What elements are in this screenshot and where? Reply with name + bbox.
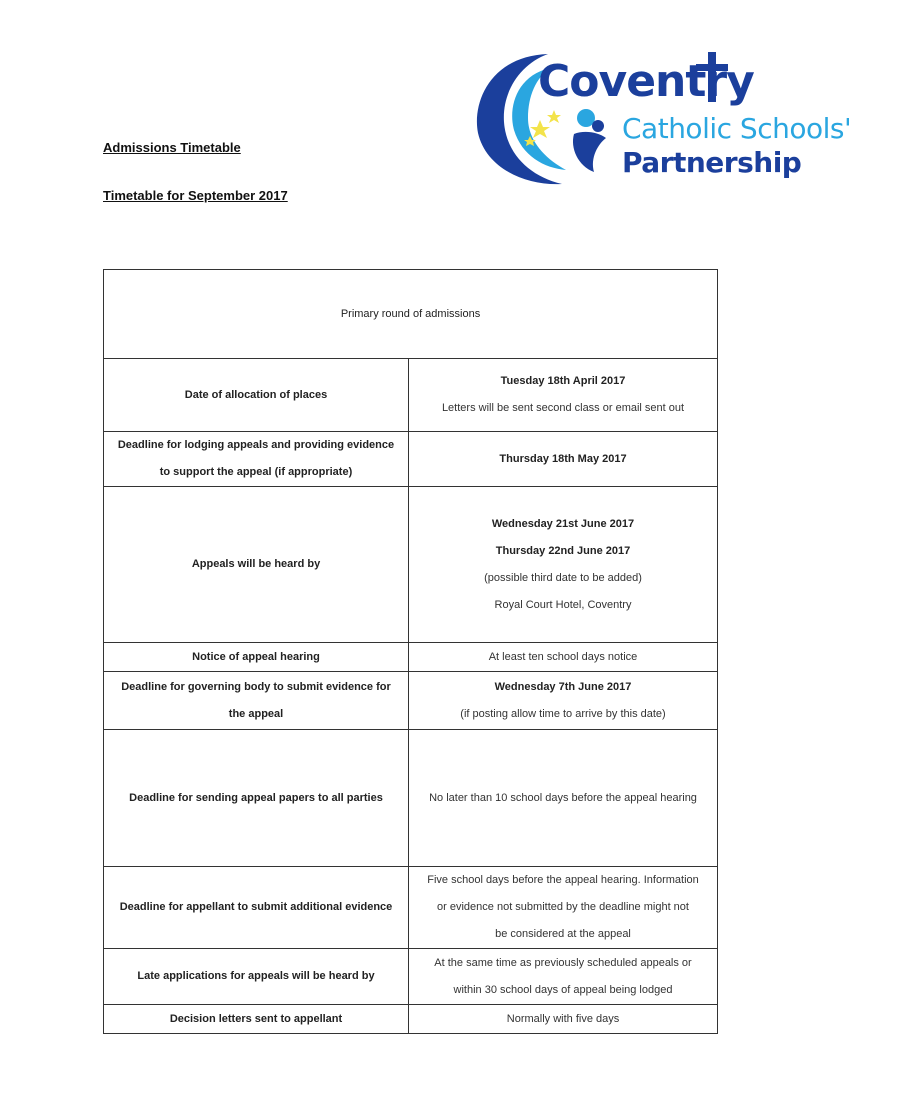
row-label-line: Appeals will be heard by	[191, 558, 321, 570]
partnership-logo	[470, 48, 880, 188]
row-value-line: Normally with five days	[506, 1012, 620, 1025]
row-label-line: Decision letters sent to appellant	[169, 1012, 343, 1025]
row-label	[104, 1005, 409, 1034]
row-value-line: At the same time as previously scheduled appeals or	[434, 956, 692, 969]
row-value-line: Royal Court Hotel, Coventry	[494, 598, 632, 611]
admissions-timetable	[103, 269, 718, 1034]
row-value	[409, 1005, 718, 1034]
row-value-line: be considered at the appeal	[495, 928, 631, 940]
row-label	[104, 949, 409, 1005]
row-value	[409, 643, 718, 672]
row-value-line: At least ten school days notice	[488, 650, 638, 663]
row-value	[409, 730, 718, 867]
row-value-line: No later than 10 school days before the appeal hearing	[429, 791, 697, 804]
table-row	[104, 359, 718, 432]
row-value-line: Thursday 18th May 2017	[499, 452, 627, 465]
row-value-line: Thursday 22nd June 2017	[495, 544, 631, 557]
table-title: Primary round of admissions	[104, 270, 718, 359]
row-value-line: (possible third date to be added)	[484, 571, 642, 584]
table-row	[104, 730, 718, 867]
row-label-line: Deadline for sending appeal papers to all parties	[129, 791, 383, 804]
row-value	[409, 359, 718, 432]
row-value-line: (if posting allow time to arrive by this date)	[460, 707, 666, 720]
row-label-line: to support the appeal (if appropriate)	[159, 466, 353, 478]
row-value-line: or evidence not submitted by the deadline might not	[437, 901, 689, 913]
row-label-line: Deadline for lodging appeals and providing evidence	[117, 439, 395, 451]
row-label-line: Deadline for governing body to submit evidence for	[121, 680, 391, 693]
logo-text-partnership: Partnership	[622, 146, 802, 179]
logo-text-catholic-schools: Catholic Schools'	[622, 112, 852, 145]
table-row	[104, 1005, 718, 1034]
row-value-line: Wednesday 21st June 2017	[491, 517, 635, 530]
row-label	[104, 432, 409, 487]
table-row	[104, 672, 718, 730]
row-label	[104, 487, 409, 643]
row-value-line: Letters will be sent second class or email sent out	[441, 402, 685, 414]
row-value	[409, 867, 718, 949]
row-label-line: Notice of appeal hearing	[192, 650, 320, 663]
document-subtitle: Timetable for September 2017	[103, 188, 288, 203]
row-value	[409, 432, 718, 487]
table-title-row	[104, 270, 718, 359]
row-label-line: Deadline for appellant to submit additional evidence	[119, 901, 393, 913]
row-label	[104, 730, 409, 867]
row-value-line: Wednesday 7th June 2017	[494, 680, 632, 693]
row-label	[104, 643, 409, 672]
table-row	[104, 643, 718, 672]
row-label-line: Date of allocation of places	[184, 388, 328, 401]
row-value-line: Five school days before the appeal hearing. Information	[427, 874, 699, 886]
row-label-line: the appeal	[228, 707, 284, 720]
row-value-line: Tuesday 18th April 2017	[500, 375, 626, 387]
row-label	[104, 359, 409, 432]
table-row	[104, 487, 718, 643]
table-row	[104, 432, 718, 487]
row-value	[409, 487, 718, 643]
table-row	[104, 949, 718, 1005]
row-label-line: Late applications for appeals will be heard by	[137, 970, 375, 982]
table-row	[104, 867, 718, 949]
row-value	[409, 672, 718, 730]
document-title: Admissions Timetable	[103, 140, 241, 155]
logo-text-coventry: Coventry	[538, 56, 754, 107]
row-label	[104, 672, 409, 730]
row-label	[104, 867, 409, 949]
row-value-line: within 30 school days of appeal being lodged	[453, 983, 673, 996]
row-value	[409, 949, 718, 1005]
